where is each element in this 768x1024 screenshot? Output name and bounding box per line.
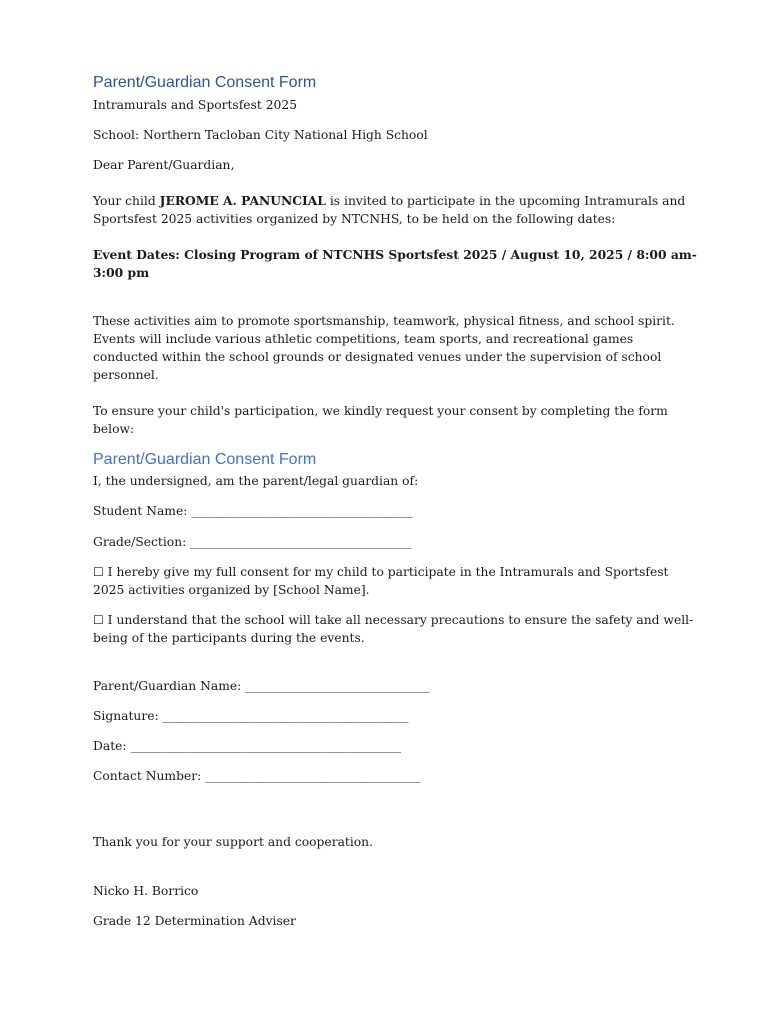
date-field[interactable]: Date: ____________________________________________ (93, 739, 401, 753)
consent-1-line-2: 2025 activities organized by [School Name]. (93, 583, 370, 597)
event-dates-line-1: Event Dates: Closing Program of NTCNHS Sportsfest 2025 / August 10, 2025 / 8:00 am- (93, 247, 697, 262)
request-line-2: below: (93, 422, 135, 436)
aims-line-2: Events will include various athletic competitions, team sports, and recreational games (93, 332, 634, 346)
consent-2-line-2: being of the participants during the events. (93, 631, 365, 645)
thank-you-line: Thank you for your support and cooperation. (93, 835, 374, 849)
signature-field[interactable]: Signature: ________________________________________ (93, 709, 409, 723)
consent-item-2 (93, 611, 693, 629)
page-title: Parent/Guardian Consent Form (93, 74, 317, 91)
form-heading: Parent/Guardian Consent Form (93, 451, 317, 468)
guardian-name-field[interactable]: Parent/Guardian Name: ______________________________ (93, 679, 430, 693)
aims-line-3: conducted within the school grounds or designated venues under the supervision of school (93, 350, 662, 364)
intro-line-1-rest: is invited to participate in the upcoming Intramurals and (325, 194, 686, 208)
consent-2-text: I understand that the school will take all necessary precautions to ensure the safety and well- (103, 613, 694, 627)
student-name: JEROME A. PANUNCIAL (159, 193, 326, 208)
student-name-field[interactable]: Student Name: ____________________________________ (93, 504, 413, 518)
intro-line-2: Sportsfest 2025 activities organized by NTCNHS, to be held on the following dates: (93, 212, 616, 226)
request-line-1: To ensure your child's participation, we kindly request your consent by completing the form (93, 404, 668, 418)
signer-title: Grade 12 Determination Adviser (93, 914, 296, 928)
signer-name: Nicko H. Borrico (93, 884, 199, 898)
contact-number-field[interactable]: Contact Number: ___________________________________ (93, 769, 421, 783)
guardian-of-line: I, the undersigned, am the parent/legal guardian of: (93, 474, 419, 488)
consent-1-text: I hereby give my full consent for my child to participate in the Intramurals and Sportsfest (103, 565, 669, 579)
event-subtitle: Intramurals and Sportsfest 2025 (93, 98, 298, 112)
event-dates-line-2: 3:00 pm (93, 265, 150, 280)
salutation: Dear Parent/Guardian, (93, 158, 235, 172)
intro-line-1 (93, 192, 685, 210)
school-line: School: Northern Tacloban City National High School (93, 128, 428, 142)
aims-line-4: personnel. (93, 368, 159, 382)
checkbox-icon[interactable]: ☐ (93, 613, 104, 627)
intro-prefix: Your child (93, 194, 160, 208)
aims-line-1: These activities aim to promote sportsmanship, teamwork, physical fitness, and school spirit. (93, 314, 675, 328)
checkbox-icon[interactable]: ☐ (93, 565, 104, 579)
grade-section-field[interactable]: Grade/Section: ____________________________________ (93, 535, 412, 549)
consent-item-1 (93, 563, 668, 581)
